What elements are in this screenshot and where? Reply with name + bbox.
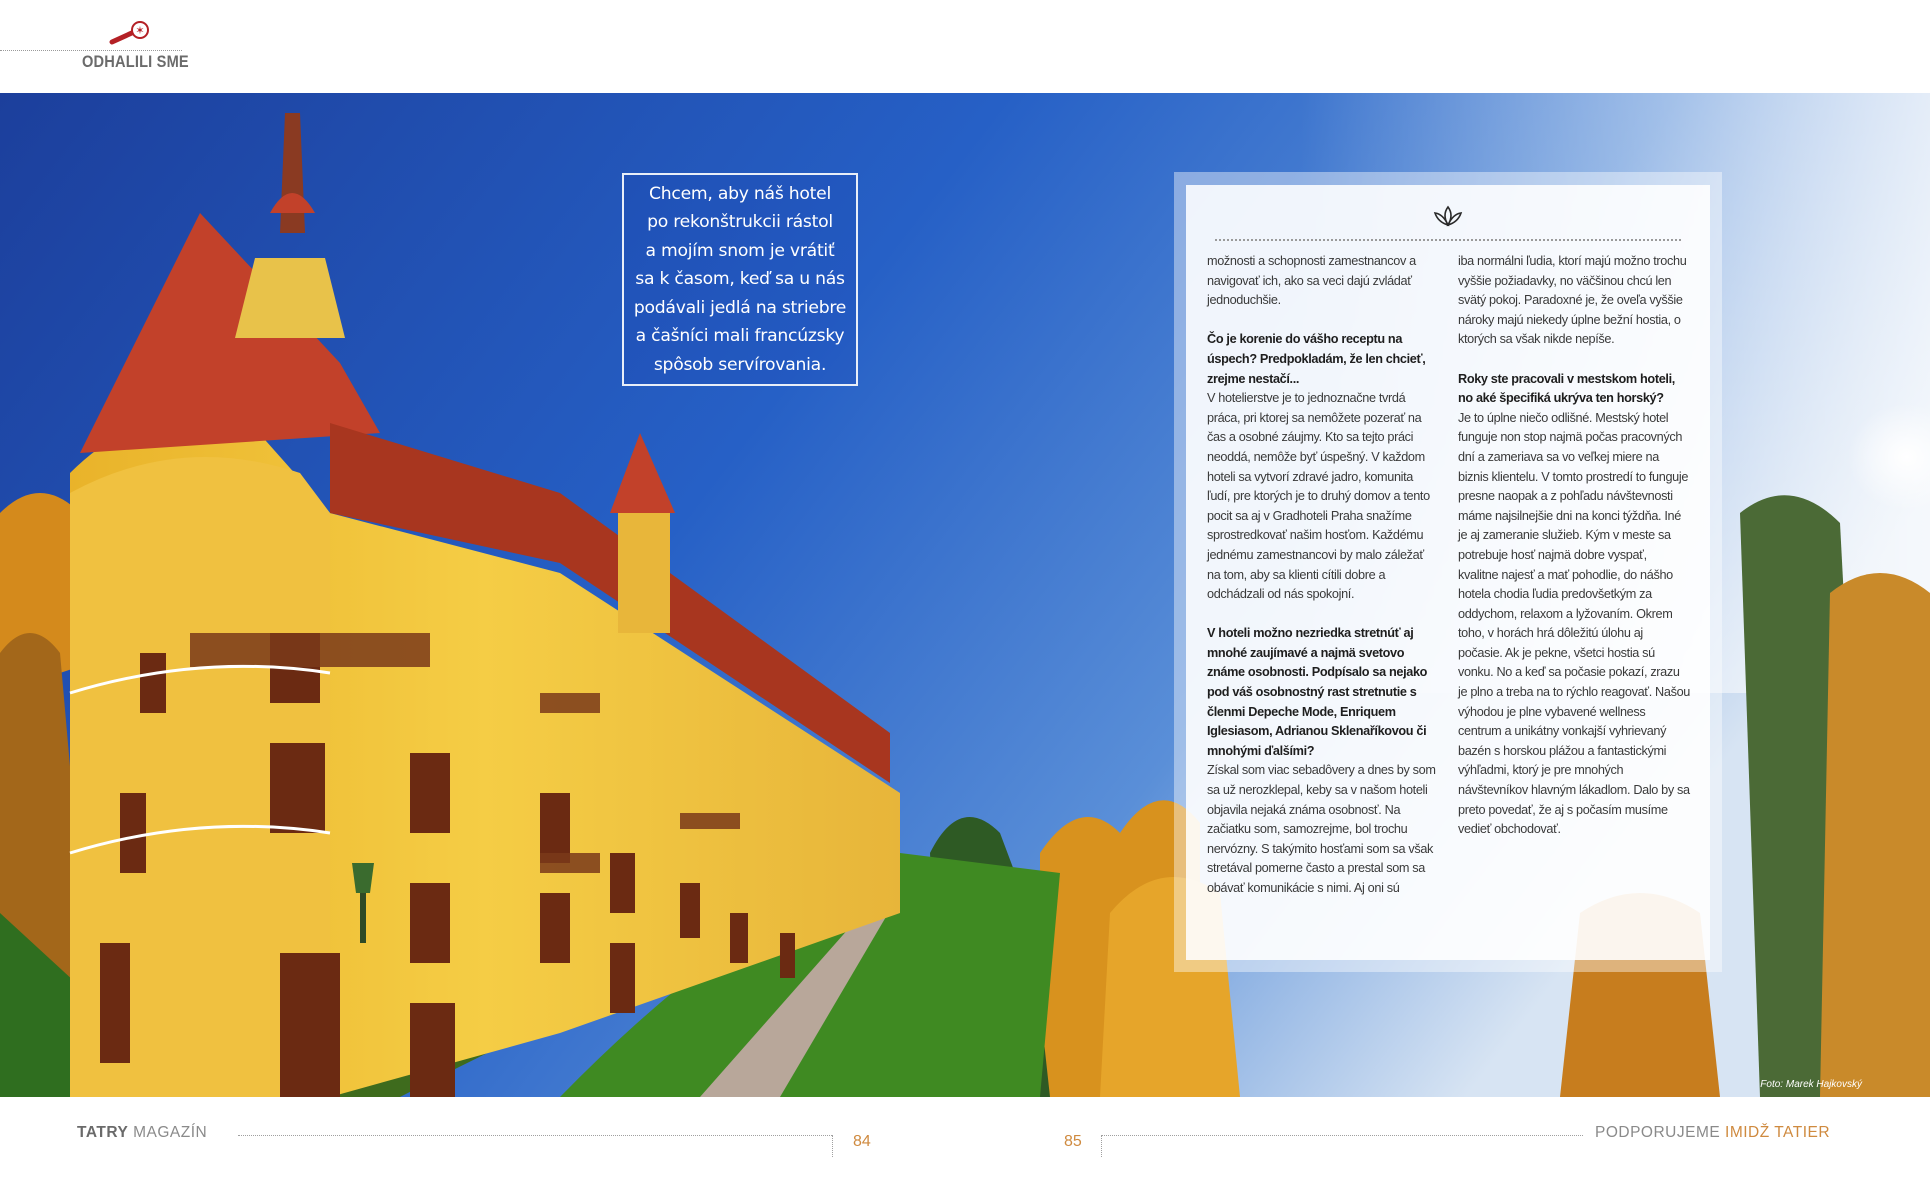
magnifier-star-icon — [108, 20, 154, 48]
footer-tick-right — [1101, 1135, 1102, 1157]
pull-quote — [622, 173, 858, 386]
article-column-right — [1458, 252, 1690, 840]
article-divider — [1215, 239, 1681, 241]
article-paragraph: Získal som viac sebadôvery a dnes by som sa už nerozklepal, keby sa v našom hoteli objavila nejaká známa osobnosť. Na začiatku som, samozrejme, bol trochu nervózny. S takýmito hosťami som sa však stretával pomerne často a prestal som sa obávať komunikácie s nimi. Aj oni sú — [1207, 763, 1436, 895]
header-rule — [0, 50, 182, 51]
pull-quote-text — [625, 180, 855, 380]
article-paragraph: Je to úplne niečo odlišné. Mestský hotel funguje non stop najmä počas pracovných dní a zameriava sa vo veľkej miere na biznis klientelu. V tomto prostredí to funguje presne naopak a z pohľadu návštevnosti máme najsilnejšie dni na konci týždňa. Iné je aj zameranie služieb. Kým v meste sa potrebuje hosť najmä dobre vyspať, kvalitne najesť a mať pohodlie, do nášho hotela chodia ľudia predovšetkým za oddychom, relaxom a lyžovaním. Okrem toho, v horách hrá dôležitú úlohu aj počasie. Ak je pekne, všetci hostia sú vonku. No a keď sa počasie pokazí, zrazu je plno a treba na to rýchlo reagovať. Našou výhodou je plne vybavené wellness centrum a unikátny vonkajší vyhrievaný bazén s horskou plážou a fantastickými výhľadmi, ktorý je pre mnohých návštevníkov hlavným lákadlom. Dalo by sa preto povedať, že aj s počasím musíme vedieť obchodovať. — [1458, 410, 1690, 837]
pull-quote-line: po rekonštrukcii rástol — [647, 212, 833, 233]
brand-light: MAGAZÍN — [133, 1124, 208, 1141]
lotus-icon — [1432, 204, 1464, 228]
slogan-accent: IMIDŽ TATIER — [1725, 1124, 1831, 1141]
magazine-brand — [77, 1124, 207, 1142]
interview-question: V hoteli možno nezriedka stretnúť aj mnohé zaujímavé a najmä svetovo známe osobnosti. Podpísalo sa nejako pod váš osobnostný rast stretnutie s členmi Depeche Mode, Enriquem Iglesiasom, Adrianou Sklenaříkovou či mnohými ďalšími? — [1207, 626, 1428, 758]
pull-quote-line: a čašníci mali francúzsky — [635, 326, 845, 347]
footer-rule-left — [238, 1135, 832, 1136]
footer-tick-left — [832, 1135, 833, 1157]
interview-question: Čo je korenie do vášho receptu na úspech? Predpokladám, že len chcieť, zrejme nestačí... — [1207, 332, 1426, 386]
section-label: ODHALILI SME — [82, 52, 189, 71]
pull-quote-line: podávali jedlá na striebre — [633, 297, 847, 318]
photo-credit: Foto: Marek Hajkovský — [1760, 1079, 1862, 1090]
svg-text:✶: ✶ — [135, 24, 145, 37]
slogan-light: PODPORUJEME — [1595, 1124, 1721, 1141]
article-paragraph: iba normálni ľudia, ktorí majú možno trochu vyššie požiadavky, no väčšinou chcú len svätý pokoj. Paradoxné je, že oveľa vyššie nároky majú niekedy úplne bežní hostia, o ktorých sa však nikde nepíše. — [1458, 254, 1687, 347]
page-number-right: 85 — [1064, 1133, 1082, 1150]
pull-quote-line: sa k časom, keď sa u nás — [635, 269, 845, 290]
article-paragraph: možnosti a schopnosti zamestnancov a navigovať ich, ako sa veci dajú zvládať jednoduchšie. — [1207, 254, 1416, 308]
article-column-left — [1207, 252, 1439, 899]
pull-quote-line: a mojím snom je vrátiť — [645, 240, 835, 261]
page-number-left: 84 — [853, 1133, 871, 1150]
pull-quote-line: Chcem, aby náš hotel — [648, 183, 831, 204]
brand-bold: TATRY — [77, 1124, 129, 1141]
footer-rule-right — [1101, 1135, 1583, 1136]
article-paragraph: V hotelierstve je to jednoznačne tvrdá práca, pri ktorej sa nemôžete pozerať na čas a osobné záujmy. Kto sa tejto práci neoddá, nemôže byť úspešný. V každom hoteli sa vytvorí zdravé jadro, komunita ľudí, pre ktorých je to druhý domov a tento pocit sa aj v Gradhoteli Praha snažíme sprostredkovať našim hosťom. Každému jednému zamestnancovi by malo záležať na tom, aby sa klienti cítili dobre a odchádzali od nás spokojní. — [1207, 391, 1430, 602]
pull-quote-line: spôsob servírovania. — [653, 354, 827, 375]
interview-question: Roky ste pracovali v mestskom hoteli, no aké špecifiká ukrýva ten horský? — [1458, 371, 1675, 406]
magazine-slogan — [1595, 1124, 1830, 1142]
